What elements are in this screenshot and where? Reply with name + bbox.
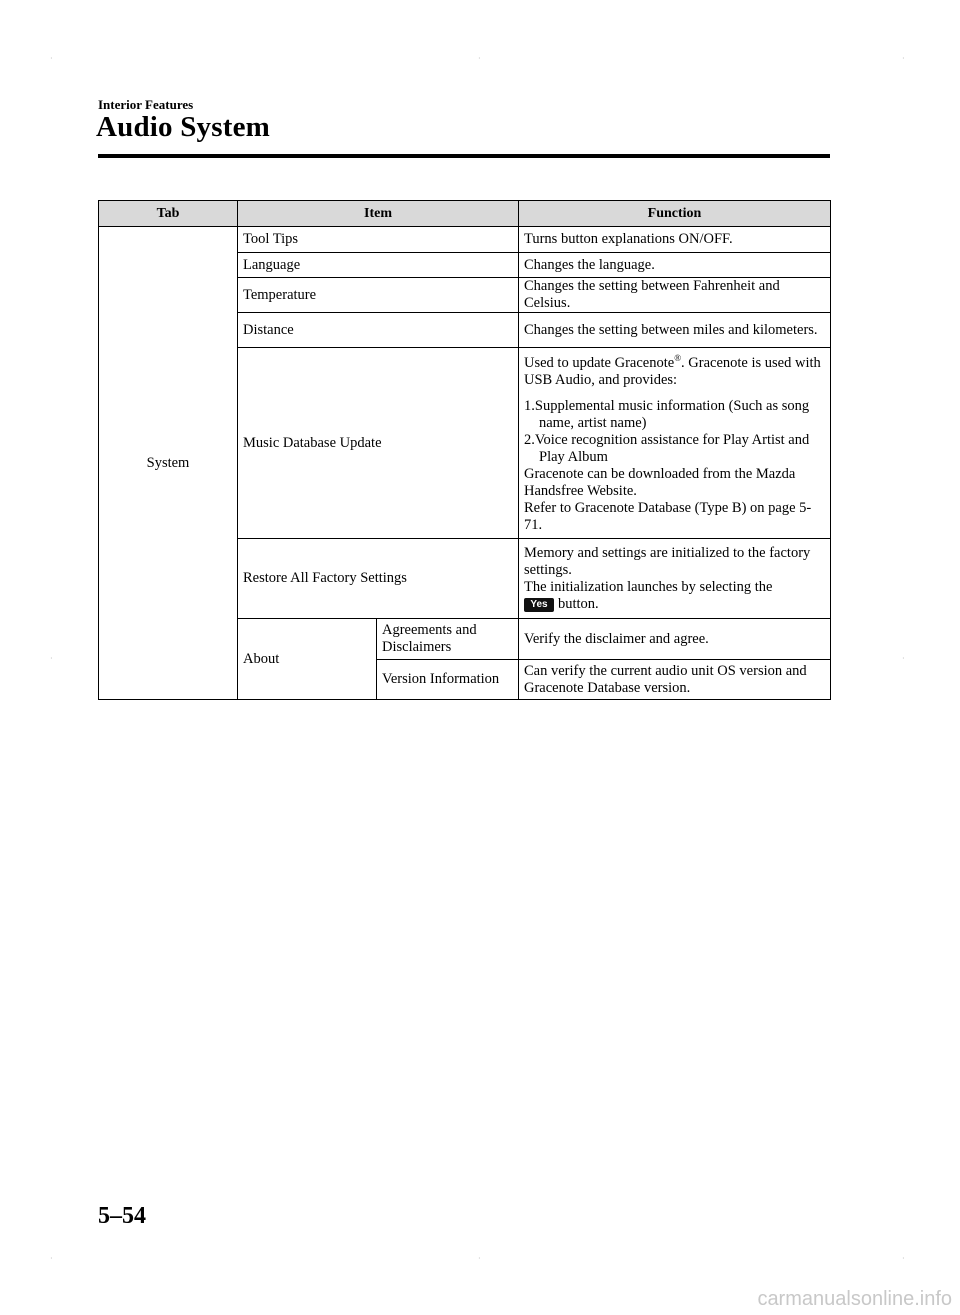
item-temperature: Temperature — [238, 278, 519, 313]
numbered-item: 1.Supplemental music information (Such as song name, artist name) — [524, 398, 810, 431]
function-temperature: Changes the setting between Fahrenheit and Celsius. — [519, 278, 831, 313]
function-version-information: Can verify the current audio unit OS version and Gracenote Database version. — [519, 660, 831, 700]
function-music-database-update — [519, 348, 831, 539]
music-intro-text-end: . Gracenote is used with USB Audio, and provides: — [524, 355, 821, 388]
item-about: About — [238, 619, 377, 700]
subitem-agreements-disclaimers: Agreements and Disclaimers — [377, 619, 519, 660]
item-language: Language — [238, 253, 519, 278]
function-tool-tips: Turns button explanations ON/OFF. — [519, 227, 831, 253]
music-intro-text: Used to update Gracenote — [524, 355, 675, 371]
function-agreements-disclaimers: Verify the disclaimer and agree. — [519, 619, 831, 660]
section-label: Interior Features — [98, 97, 194, 112]
table-header-row — [99, 201, 831, 227]
header-tab: Tab — [99, 201, 238, 227]
function-restore-factory-settings — [519, 539, 831, 619]
crop-mark: · — [902, 654, 905, 663]
crop-mark: · — [50, 1254, 53, 1263]
item-distance: Distance — [238, 313, 519, 348]
page-title: Audio System — [96, 111, 271, 143]
watermark: carmanualsonline.info — [757, 1288, 952, 1310]
title-rule — [98, 154, 830, 158]
item-restore-factory-settings: Restore All Factory Settings — [238, 539, 519, 619]
settings-table — [98, 200, 831, 700]
restore-description: Memory and settings are initialized to the factory settings. — [524, 545, 811, 578]
crop-mark: · — [902, 54, 905, 63]
table-row — [99, 227, 831, 253]
crop-mark: · — [50, 654, 53, 663]
music-database-note: Gracenote can be downloaded from the Mazda Handsfree Website. — [524, 466, 796, 499]
restore-button-suffix: button. — [558, 596, 599, 612]
numbered-item: 2.Voice recognition assistance for Play Artist and Play Album — [524, 432, 810, 465]
music-database-intro — [524, 355, 825, 389]
crop-mark: · — [478, 1254, 481, 1263]
music-database-reference: Refer to Gracenote Database (Type B) on page 5-71. — [524, 500, 812, 533]
header-function: Function — [519, 201, 831, 227]
registered-mark: ® — [674, 353, 682, 364]
crop-mark: · — [50, 54, 53, 63]
restore-button-line — [524, 596, 825, 613]
crop-mark: · — [902, 1254, 905, 1263]
item-music-database-update: Music Database Update — [238, 348, 519, 539]
tab-system-cell: System — [99, 227, 238, 700]
item-tool-tips: Tool Tips — [238, 227, 519, 253]
yes-button-icon: Yes — [524, 598, 554, 612]
subitem-version-information: Version Information — [377, 660, 519, 700]
function-distance: Changes the setting between miles and kilometers. — [519, 313, 831, 348]
header-item: Item — [238, 201, 519, 227]
function-language: Changes the language. — [519, 253, 831, 278]
restore-instruction: The initialization launches by selecting the — [524, 579, 773, 595]
crop-mark: · — [478, 54, 481, 63]
page-number: 5–54 — [98, 1203, 146, 1229]
